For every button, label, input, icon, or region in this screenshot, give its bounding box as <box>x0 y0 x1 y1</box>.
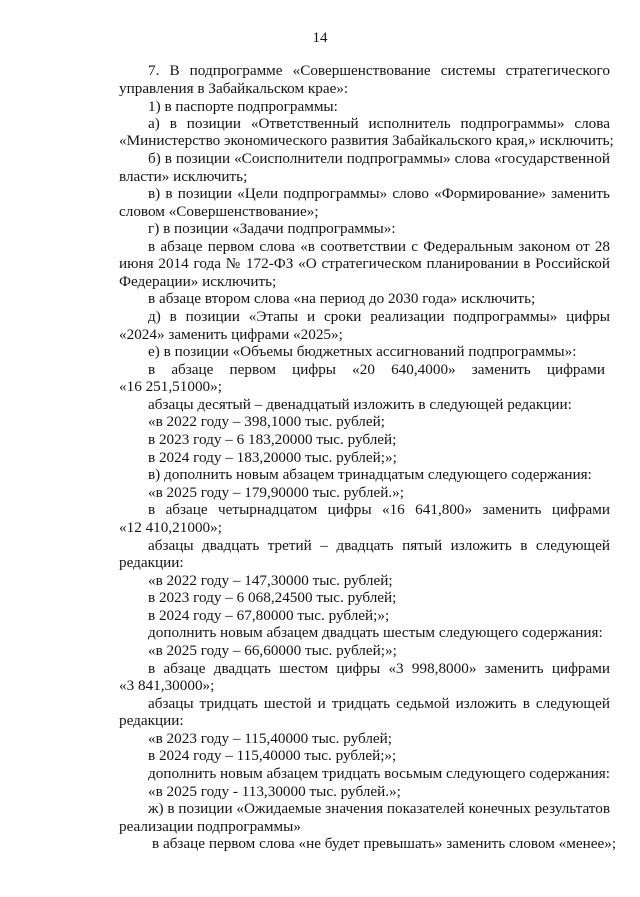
text-line: «12 410,21000»; <box>119 519 222 536</box>
text-line: в 2023 году – 6 068,24500 тыс. рублей; <box>148 589 397 606</box>
text-line: ж) в позиции «Ожидаемые значения показателей конечных результатов <box>148 800 610 817</box>
text-line: «в 2022 году – 147,30000 тыс. рублей; <box>148 572 393 589</box>
text-line: управления в Забайкальском крае»: <box>119 80 349 97</box>
text-line: в абзаце первом цифры «20 640,4000» заменить цифрами <box>148 361 605 378</box>
text-line: власти» исключить; <box>119 168 248 185</box>
text-line: в абзаце первом слова «не будет превышать» заменить словом «менее»; <box>152 835 617 852</box>
text-line: «в 2025 году – 66,60000 тыс. рублей;»; <box>148 642 397 659</box>
text-line: б) в позиции «Соисполнители подпрограммы» слова «государственной <box>148 150 610 167</box>
text-line: а) в позиции «Ответственный исполнитель подпрограммы» слова <box>148 115 610 132</box>
text-line: «3 841,30000»; <box>119 677 215 694</box>
text-line: в абзаце четырнадцатом цифры «16 641,800» заменить цифрами <box>148 501 610 518</box>
text-line: д) в позиции «Этапы и сроки реализации подпрограммы» цифры <box>148 308 610 325</box>
text-line: «в 2023 году – 115,40000 тыс. рублей; <box>148 730 393 747</box>
text-line: абзацы десятый – двенадцатый изложить в следующей редакции: <box>148 396 572 413</box>
text-line: «16 251,51000»; <box>119 378 222 395</box>
text-line: Федерации» исключить; <box>119 273 277 290</box>
text-line: абзацы двадцать третий – двадцать пятый изложить в следующей <box>148 537 610 554</box>
text-line: «в 2025 году – 179,90000 тыс. рублей.»; <box>148 484 404 501</box>
text-line: дополнить новым абзацем двадцать шестым следующего содержания: <box>148 624 603 641</box>
text-line: в абзаце двадцать шестом цифры «3 998,8000» заменить цифрами <box>148 660 610 677</box>
text-line: «Министерство экономического развития Забайкальского края,» исключить; <box>119 132 614 149</box>
text-line: «в 2025 году - 113,30000 тыс. рублей.»; <box>148 783 401 800</box>
text-line: в абзаце втором слова «на период до 2030 года» исключить; <box>148 290 536 307</box>
text-line: в абзаце первом слова «в соответствии с Федеральным законом от 28 <box>148 238 610 255</box>
text-line: в 2024 году – 115,40000 тыс. рублей;»; <box>148 747 397 764</box>
text-line: 7. В подпрограмме «Совершенствование системы стратегического <box>148 62 610 79</box>
text-line: редакции: <box>119 712 184 729</box>
text-line: словом «Совершенствование»; <box>119 203 319 220</box>
text-line: абзацы тридцать шестой и тридцать седьмой изложить в следующей <box>148 695 610 712</box>
text-line: г) в позиции «Задачи подпрограммы»: <box>148 220 396 237</box>
text-line: «2024» заменить цифрами «2025»; <box>119 326 343 343</box>
text-line: в) в позиции «Цели подпрограммы» слово «Формирование» заменить <box>148 185 610 202</box>
text-line: июня 2014 года № 172-ФЗ «О стратегическом планировании в Российской <box>119 255 610 272</box>
text-line: 1) в паспорте подпрограммы: <box>148 98 338 115</box>
text-line: реализации подпрограммы» <box>119 818 301 835</box>
text-line: е) в позиции «Объемы бюджетных ассигнований подпрограммы»: <box>148 343 577 360</box>
text-line: в 2023 году – 6 183,20000 тыс. рублей; <box>148 431 397 448</box>
text-line: в) дополнить новым абзацем тринадцатым следующего содержания: <box>148 466 592 483</box>
text-line: в 2024 году – 183,20000 тыс. рублей;»; <box>148 449 397 466</box>
text-line: в 2024 году – 67,80000 тыс. рублей;»; <box>148 607 390 624</box>
text-line: «в 2022 году – 398,1000 тыс. рублей; <box>148 413 385 430</box>
text-line: редакции: <box>119 554 184 571</box>
text-line: дополнить новым абзацем тридцать восьмым следующего содержания: <box>148 765 610 782</box>
page-number: 14 <box>312 30 328 46</box>
